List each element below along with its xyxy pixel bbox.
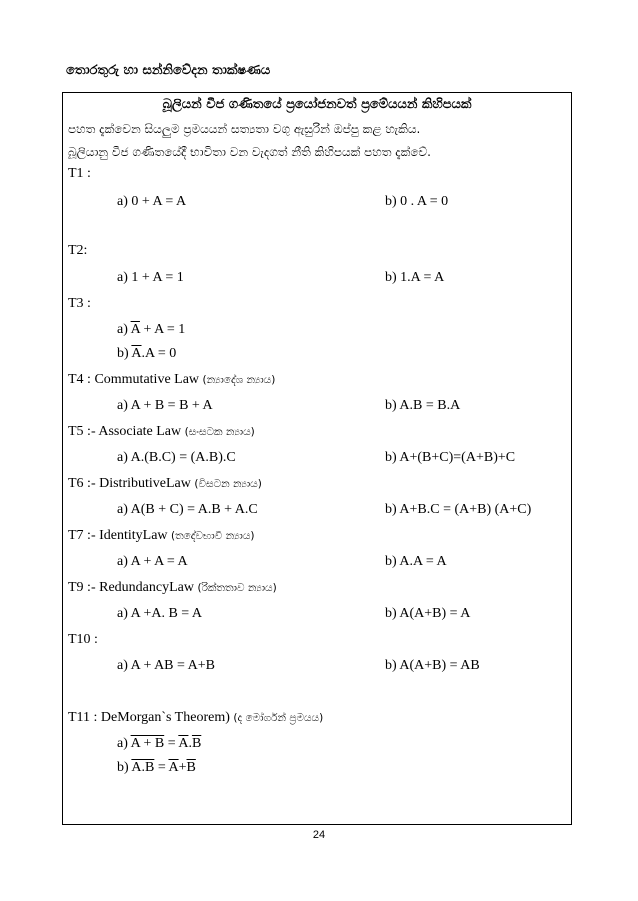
intro-line-1: පහත දැක්වෙන සියලුම ප්‍රමයයන් සත්‍යතා වගු ඇසුරින් ඔප්පු කළ හැකිය. — [68, 122, 421, 136]
t4-label: T4 : Commutative Law (න්‍යාදේශ න්‍යාය) — [68, 372, 276, 387]
t9-b: b) A(A+B) = A — [385, 606, 471, 621]
theorems-box — [62, 92, 572, 825]
t1-label: T1 : — [68, 166, 91, 181]
t4-a: a) A + B = B + A — [117, 398, 213, 413]
t5-a: a) A.(B.C) = (A.B).C — [117, 450, 236, 465]
t11-b: b) $A.B = \overline{A}+\overline{B}$ — [117, 760, 196, 775]
t3-label: T3 : — [68, 296, 91, 311]
t1-b: b) 0 . A = 0 — [385, 194, 449, 209]
t11-b-lhs-complement: A.B — [131, 760, 155, 775]
t7-b: b) A.A = A — [385, 554, 447, 569]
t6-label: T6 :- DistributiveLaw (විසටන න්‍යාය) — [68, 476, 262, 491]
t3-b: b) $\overline{A}.A = 0$ — [117, 346, 177, 361]
t6-a: a) A(B + C) = A.B + A.C — [117, 502, 258, 517]
t11-a-lhs-complement: A + B — [130, 736, 165, 751]
t5-label: T5 :- Associate Law (සංසටක න්‍යාය) — [68, 424, 255, 439]
t11-a: a) $A + B = \overline{A}.\overline{B}$ — [117, 736, 202, 751]
t2-label: T2: — [68, 243, 88, 258]
t5-b: b) A+(B+C)=(A+B)+C — [385, 450, 516, 465]
box-title: බූලියන් වීජ ගණිතයේ ප්‍රයෝජනවත් ප්‍රමේයයන් කිහිපයක් — [162, 97, 472, 112]
t3-a-complement: $\overline{A}$ — [130, 322, 140, 337]
t9-label: T9 :- RedundancyLaw (රික්තතාව න්‍යාය) — [68, 580, 277, 595]
t3-a: a) $\overline{A} + A = 1$ — [117, 322, 186, 337]
t7-label: T7 :- IdentityLaw (තදේවභාවී න්‍යාය) — [68, 528, 255, 543]
t2-b: b) 1.A = A — [385, 270, 445, 285]
t6-b: b) A+B.C = (A+B) (A+C) — [385, 502, 532, 517]
t2-a: a) 1 + A = 1 — [117, 270, 184, 285]
t7-a: a) A + A = A — [117, 554, 188, 569]
t1-a: a) 0 + A = A — [117, 194, 187, 209]
t4-b: b) A.B = B.A — [385, 398, 461, 413]
t10-b: b) A(A+B) = AB — [385, 658, 480, 673]
t10-a: a) A + AB = A+B — [117, 658, 215, 673]
t9-a: a) A +A. B = A — [117, 606, 203, 621]
intro-line-2: බූලියානු වීජ ගණිතයේදී භාවිතා වන වැදගත් නීති කිහිපයක් පහත දැක්වේ. — [68, 145, 431, 159]
page-header: තොරතුරු හා සන්නිවේදන තාක්ෂණය — [66, 63, 271, 78]
page-number: 24 — [312, 829, 326, 841]
t10-label: T10 : — [68, 632, 98, 647]
t11-label: T11 : DeMorgan`s Theorem) (ද මෝර්ගන් ප්‍රමයය) — [68, 710, 324, 725]
t3-b-complement: $\overline{A}$ — [131, 346, 142, 361]
